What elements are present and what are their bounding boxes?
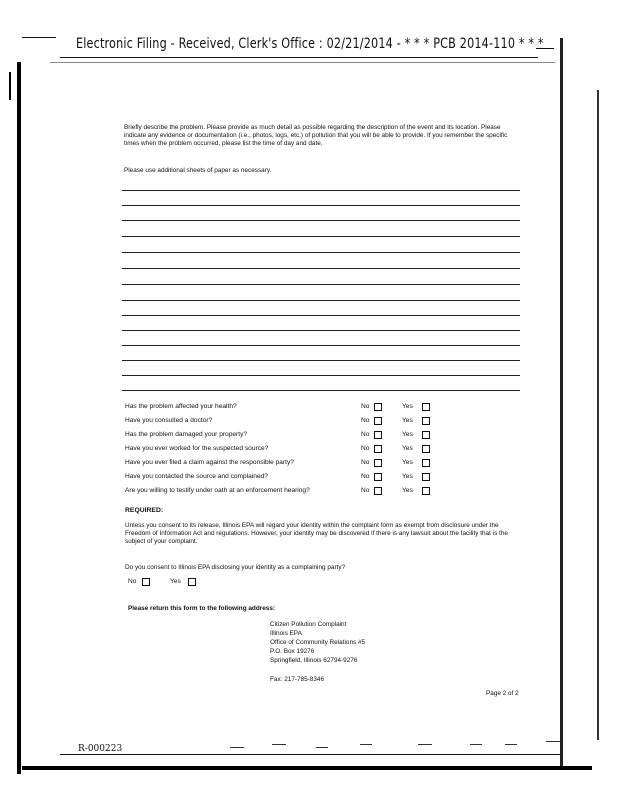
yes-label: Yes xyxy=(402,459,413,466)
no-label: No xyxy=(361,459,370,466)
writing-line xyxy=(122,268,520,269)
yes-checkbox[interactable] xyxy=(422,431,430,439)
left-scan-edge xyxy=(17,62,21,774)
no-checkbox[interactable] xyxy=(374,445,382,453)
footer-rule xyxy=(60,754,560,755)
no-label: No xyxy=(361,417,370,424)
scan-mark xyxy=(470,744,482,745)
header-rule xyxy=(60,57,538,58)
scan-mark xyxy=(546,741,560,742)
no-label: No xyxy=(361,403,370,410)
address-line: Illinois EPA xyxy=(270,630,302,637)
writing-line xyxy=(122,330,520,331)
fax-number: Fax: 217-785-8346 xyxy=(270,676,325,683)
writing-line xyxy=(122,375,520,376)
left-scan-mark xyxy=(9,72,11,100)
yes-label: Yes xyxy=(402,417,413,424)
yes-checkbox[interactable] xyxy=(422,403,430,411)
yes-label: Yes xyxy=(402,487,413,494)
bates-number: R-000223 xyxy=(78,744,123,754)
intro-additional-note: Please use additional sheets of paper as necessary. xyxy=(124,167,272,174)
consent-yes-label: Yes xyxy=(170,578,181,585)
no-label: No xyxy=(361,431,370,438)
filing-stamp: Electronic Filing - Received, Clerk's Office : 02/21/2014 - * * * PCB 2014-110 * * * xyxy=(76,36,544,52)
writing-line xyxy=(122,315,520,316)
yes-label: Yes xyxy=(402,431,413,438)
question-property: Has the problem damaged your property? xyxy=(125,431,248,438)
required-heading: REQUIRED: xyxy=(125,507,164,514)
no-checkbox[interactable] xyxy=(374,459,382,467)
scan-mark xyxy=(230,747,244,748)
address-line: Springfield, Illinois 62794-9276 xyxy=(270,657,358,664)
yes-checkbox[interactable] xyxy=(422,473,430,481)
consent-yes-checkbox[interactable] xyxy=(188,578,196,586)
writing-line xyxy=(122,252,520,253)
no-label: No xyxy=(361,487,370,494)
no-checkbox[interactable] xyxy=(374,431,382,439)
yes-checkbox[interactable] xyxy=(422,417,430,425)
yes-checkbox[interactable] xyxy=(422,487,430,495)
scan-mark xyxy=(360,744,372,745)
scan-mark xyxy=(22,37,56,38)
no-checkbox[interactable] xyxy=(374,403,382,411)
no-label: No xyxy=(361,473,370,480)
scan-mark xyxy=(505,744,517,745)
writing-line xyxy=(122,360,520,361)
no-checkbox[interactable] xyxy=(374,473,382,481)
writing-line xyxy=(122,284,520,285)
question-worked-for-source: Have you ever worked for the suspected source? xyxy=(125,445,269,452)
writing-line xyxy=(122,345,520,346)
no-checkbox[interactable] xyxy=(374,417,382,425)
right-scan-edge xyxy=(560,38,563,768)
yes-label: Yes xyxy=(402,473,413,480)
question-filed-claim: Have you ever filed a claim against the responsible party? xyxy=(125,459,294,466)
yes-checkbox[interactable] xyxy=(422,459,430,467)
intro-paragraph: Briefly describe the problem. Please provide as much detail as possible regarding the description of the event and its location. Please indicate any evidence or documentation (i.e., photos, logs, etc.) of pollution that you will be able to provide. If you remember the specific times when the problem occurred, please list the time of day and date. xyxy=(124,124,508,148)
writing-line xyxy=(122,190,520,191)
right-scan-edge-outer xyxy=(597,90,599,740)
consent-no-checkbox[interactable] xyxy=(142,578,150,586)
writing-line xyxy=(122,236,520,237)
no-label: No xyxy=(361,445,370,452)
address-line: Office of Community Relations #5 xyxy=(270,639,366,646)
required-paragraph: Unless you consent to its release, Illinois EPA will regard your identity within the complaint form as exempt from disclosure under the Freedom of Information Act and regulations. However, your identity may be discovered if there is any lawsuit about the facility that is the subject of your complaint. xyxy=(125,522,508,546)
address-line: Citizen Pollution Complaint xyxy=(270,621,347,628)
bottom-scan-edge xyxy=(22,766,592,770)
scan-mark xyxy=(316,747,328,748)
scan-mark xyxy=(418,744,432,745)
question-health: Has the problem affected your health? xyxy=(125,403,237,410)
question-doctor: Have you consulted a doctor? xyxy=(125,417,213,424)
consent-question: Do you consent to Illinois EPA disclosing your identity as a complaining party? xyxy=(125,564,346,571)
consent-no-label: No xyxy=(128,578,137,585)
question-testify: Are you willing to testify under oath at an enforcement hearing? xyxy=(125,487,310,494)
no-checkbox[interactable] xyxy=(374,487,382,495)
address-line: P.O. Box 19276 xyxy=(270,648,315,655)
question-contacted-source: Have you contacted the source and complained? xyxy=(125,473,268,480)
page-number: Page 2 of 2 xyxy=(486,690,519,697)
yes-checkbox[interactable] xyxy=(422,445,430,453)
return-heading: Please return this form to the following address: xyxy=(128,605,276,612)
writing-line xyxy=(122,205,520,206)
writing-line xyxy=(122,300,520,301)
scan-mark xyxy=(272,744,286,745)
yes-label: Yes xyxy=(402,403,413,410)
writing-line xyxy=(122,390,520,391)
writing-line xyxy=(122,220,520,221)
header-rule-faint xyxy=(50,62,555,63)
yes-label: Yes xyxy=(402,445,413,452)
